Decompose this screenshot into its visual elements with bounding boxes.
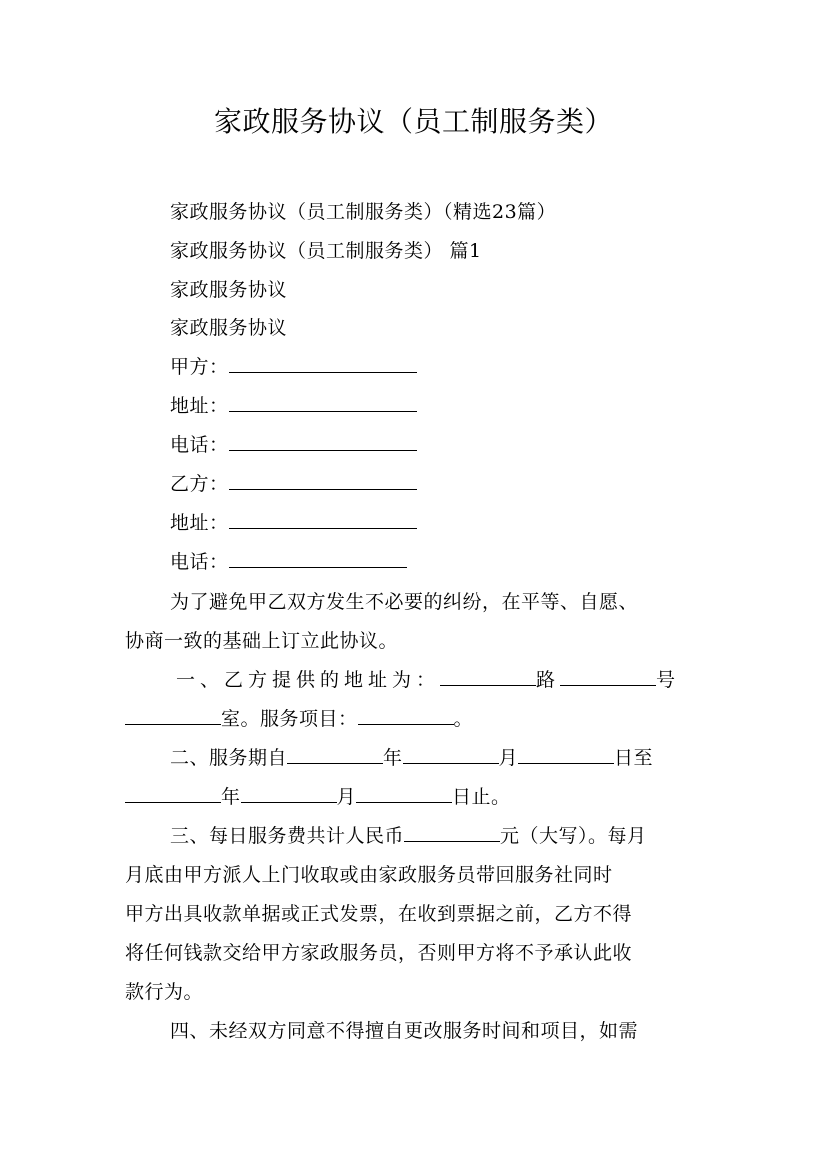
party-a-phone-row — [170, 431, 417, 459]
clause-2-text: 二、服务期自 — [170, 747, 288, 769]
number-label: 号 — [656, 669, 681, 691]
party-b-phone-blank[interactable] — [229, 549, 407, 568]
room-label: 室。服务项目： — [221, 708, 358, 730]
party-b-address-label: 地址： — [170, 512, 229, 534]
party-b-label: 乙方： — [170, 473, 229, 495]
party-a-label: 甲方： — [170, 356, 229, 378]
intro-line-1: 为了避免甲乙双方发生不必要的纠纷，在平等、自愿、 — [170, 591, 639, 613]
clause-3-line-2: 月底由甲方派人上门收取或由家政服务员带回服务社同时 — [125, 864, 613, 886]
end-year-blank[interactable] — [125, 784, 221, 803]
party-b-phone-label: 电话： — [170, 551, 229, 573]
subtitle-line: 家政服务协议（员工制服务类）（精选23篇） — [170, 201, 557, 223]
clause-3-line-3: 甲方出具收款单据或正式发票，在收到票据之前，乙方不得 — [125, 903, 633, 925]
party-a-phone-label: 电话： — [170, 434, 229, 456]
room-blank[interactable] — [125, 706, 221, 725]
agreement-name-repeat: 家政服务协议 — [170, 317, 288, 339]
clause-3-line-1 — [170, 822, 647, 850]
end-year-label: 年 — [221, 786, 241, 808]
start-year-blank[interactable] — [287, 745, 383, 764]
clause-2-line-1 — [170, 744, 653, 772]
number-blank[interactable] — [560, 667, 656, 686]
party-a-address-blank[interactable] — [229, 393, 417, 412]
year-label: 年 — [383, 747, 403, 769]
month-label: 月 — [498, 747, 519, 769]
clause-2-line-2 — [125, 783, 511, 811]
intro-line-2: 协商一致的基础上订立此协议。 — [125, 630, 399, 652]
party-a-address-label: 地址： — [170, 395, 229, 417]
agreement-name: 家政服务协议 — [170, 279, 288, 301]
party-b-address-blank[interactable] — [229, 510, 417, 529]
party-b-name-blank[interactable] — [229, 471, 417, 490]
daily-fee-blank[interactable] — [404, 823, 500, 842]
document-title: 家政服务协议（员工制服务类） — [213, 105, 613, 138]
party-a-name-row — [170, 353, 417, 381]
clause-1-line-2 — [125, 705, 473, 733]
day-to-label: 日至 — [614, 747, 654, 769]
service-item-blank[interactable] — [358, 706, 454, 725]
clause-1-text: 一、乙方提供的地址为： — [176, 669, 441, 691]
day-end-label: 日止。 — [452, 786, 511, 808]
end-month-blank[interactable] — [241, 784, 337, 803]
end-month-label: 月 — [336, 786, 357, 808]
clause-3-line-4: 将任何钱款交给甲方家政服务员，否则甲方将不予承认此收 — [125, 942, 633, 964]
party-b-phone-row — [170, 548, 407, 576]
road-label: 路 — [536, 669, 561, 691]
clause-4-line-1: 四、未经双方同意不得擅自更改服务时间和项目，如需 — [170, 1020, 639, 1042]
clause-3-text: 三、每日服务费共计人民币 — [170, 825, 405, 847]
start-day-blank[interactable] — [518, 745, 614, 764]
clause-3-line-5: 款行为。 — [125, 981, 204, 1003]
end-day-blank[interactable] — [356, 784, 452, 803]
party-b-name-row — [170, 470, 417, 498]
clause-3-text-2: 元（大写）。每月 — [500, 825, 647, 847]
party-b-address-row — [170, 509, 417, 537]
road-blank[interactable] — [440, 667, 536, 686]
clause-1-end: 。 — [453, 708, 474, 730]
party-a-address-row — [170, 392, 417, 420]
start-month-blank[interactable] — [403, 745, 499, 764]
clause-1-line-1 — [176, 666, 680, 694]
section-heading: 家政服务协议（员工制服务类） 篇1 — [170, 240, 482, 262]
party-a-name-blank[interactable] — [229, 354, 417, 373]
party-a-phone-blank[interactable] — [229, 432, 417, 451]
